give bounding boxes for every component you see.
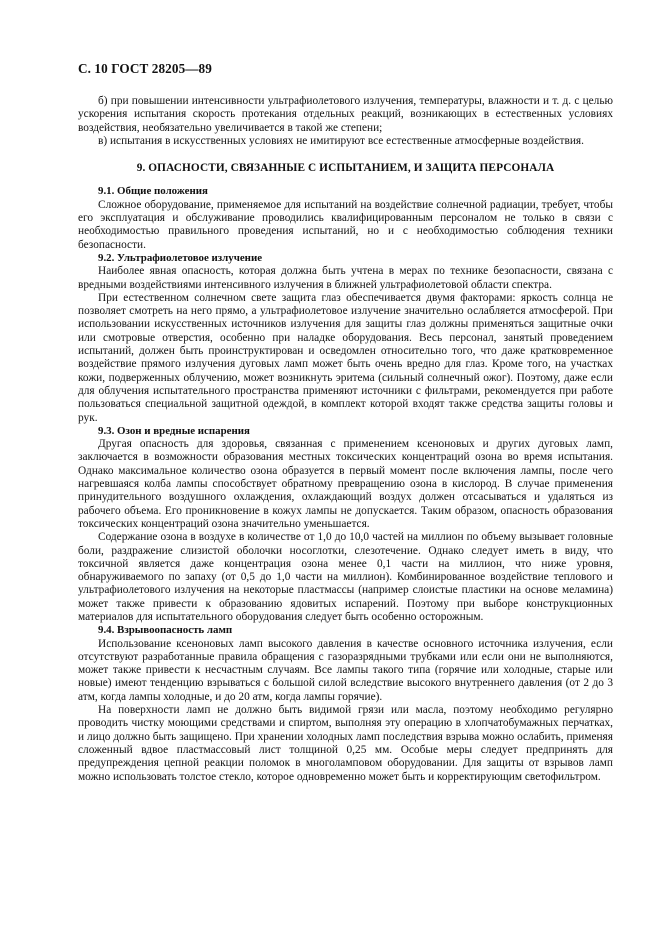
subsection-title-9-3: 9.3. Озон и вредные испарения bbox=[98, 424, 250, 437]
subsection-title-9-2: 9.2. Ультрафиолетовое излучение bbox=[98, 251, 263, 264]
paragraph-9-1-1: Сложное оборудование, применяемое для испытаний на воздействие солнечной радиации, требует, чтобы его эксплуатация и обслуживание проводились квалифицированным персоналом не только в связи с необходимостью правильного проведения испытаний, но и с необходимостью соблюдения техники безопасности. bbox=[78, 198, 613, 251]
intro-paragraph-v: в) испытания в искусственных условиях не имитируют все естественные атмосферные воздействия. bbox=[98, 134, 584, 147]
paragraph-9-4-2: На поверхности ламп не должно быть видимой грязи или масла, поэтому необходимо регулярно проводить чистку моющими средствами и спиртом, выполняя эту операцию в хлопчатобумажных перчатках, и лицо должно быть защищено. При хранении холодных ламп последствия взрыва можно ослабить, применяя сложенный вдвое пластмассовый лист толщиной 0,25 мм. Особые меры следует предпринять для предупреждения цепной реакции поломок в многоламповом оборудовании. Для защиты от взрывов ламп можно использовать толстое стекло, которое одновременно может быть и корректирующим светофильтром. bbox=[78, 704, 613, 783]
page-header: С. 10 ГОСТ 28205—89 bbox=[78, 61, 212, 76]
paragraph-9-4-1: Использование ксеноновых ламп высокого давления в качестве основного источника излучения, если отсутствуют разработанные правила обращения с газоразрядными трубками или если они не выполняются, может также привести к несчастным случаям. Все лампы такого типа (горячие или холодные, старые или новые) имеют тенденцию взрываться с большой силой вследствие высокого внутреннего давления (от 2 до 3 атм, когда лампы холодные, и до 20 атм, когда лампы горячие). bbox=[78, 637, 613, 703]
intro-paragraph-b: б) при повышении интенсивности ультрафиолетового излучения, температуры, влажности и т. д. с целью ускорения испытания скорость протекания отдельных реакций, возникающих в естественных условиях воздействия, необязательно увеличивается в такой же степени; bbox=[78, 95, 613, 134]
subsection-title-9-1: 9.1. Общие положения bbox=[98, 185, 208, 198]
paragraph-9-3-1: Другая опасность для здоровья, связанная с применением ксеноновых и других дуговых ламп, заключается в возможности образования местных токсических концентраций озона во время испытания. Однако максимальное количество озона образуется в первый момент после включения лампы, после чего нагревшаяся колба лампы способствует обратному превращению озона в кислород. В случае применения принудительного воздушного охлаждения, охлаждающий воздух должен отсасываться и удаляться из рабочего объема. Его проникновение в кожух лампы не допускается. Таким образом, опасность образования токсических концентраций озона значительно уменьшается. bbox=[78, 438, 613, 530]
paragraph-9-2-2: При естественном солнечном свете защита глаз обеспечивается двумя факторами: яркость солнца не позволяет смотреть на него прямо, а ультрафиолетовое излучение значительно ослабляется атмосферой. При использовании искусственных источников излучения для защиты глаз должны применяться защитные очки или смотровые отверстия, особенно при наладке оборудования. Весь персонал, занятый проведением испытаний, должен быть проинструктирован и осведомлен относительно того, что даже кратковременное воздействие прямого излучения дуговых ламп может быть очень вредно для глаз. Кроме того, на участках кожи, подверженных облучению, может возникнуть эритема (сильный солнечный ожог). Поэтому, даже если для облучения испытательного пространства применяют источники с фильтрами, рекомендуется при работе пользоваться специальной защитной одеждой, в комплект которой входят также средства защиты головы и рук. bbox=[78, 291, 613, 424]
subsection-title-9-4: 9.4. Взрывоопасность ламп bbox=[98, 624, 233, 637]
paragraph-9-3-2: Содержание озона в воздухе в количестве от 1,0 до 10,0 частей на миллион по объему вызывает головные боли, раздражение слизистой оболочки носоглотки, слезотечение. Однако следует иметь в виду, что токсичной является даже концентрация озона менее 0,1 части на миллион, что ниже уровня, обнаруживаемого по запаху (от 0,5 до 1,0 части на миллион). Комбинированное воздействие теплового и ультрафиолетового излучения на некоторые пластмассы (например слоистые пластики на основе меламина) может также привести к образованию ядовитых испарений. Поэтому при выборе конструкционных материалов для испытательного оборудования следует быть особенно осторожным. bbox=[78, 531, 613, 623]
document-body bbox=[78, 95, 613, 784]
section-title: 9. ОПАСНОСТИ, СВЯЗАННЫЕ С ИСПЫТАНИЕМ, И ЗАЩИТА ПЕРСОНАЛА bbox=[136, 162, 555, 175]
paragraph-9-2-1: Наиболее явная опасность, которая должна быть учтена в мерах по технике безопасности, связана с вредными воздействиями интенсивного излучения в ближней ультрафиолетовой области спектра. bbox=[78, 265, 613, 291]
